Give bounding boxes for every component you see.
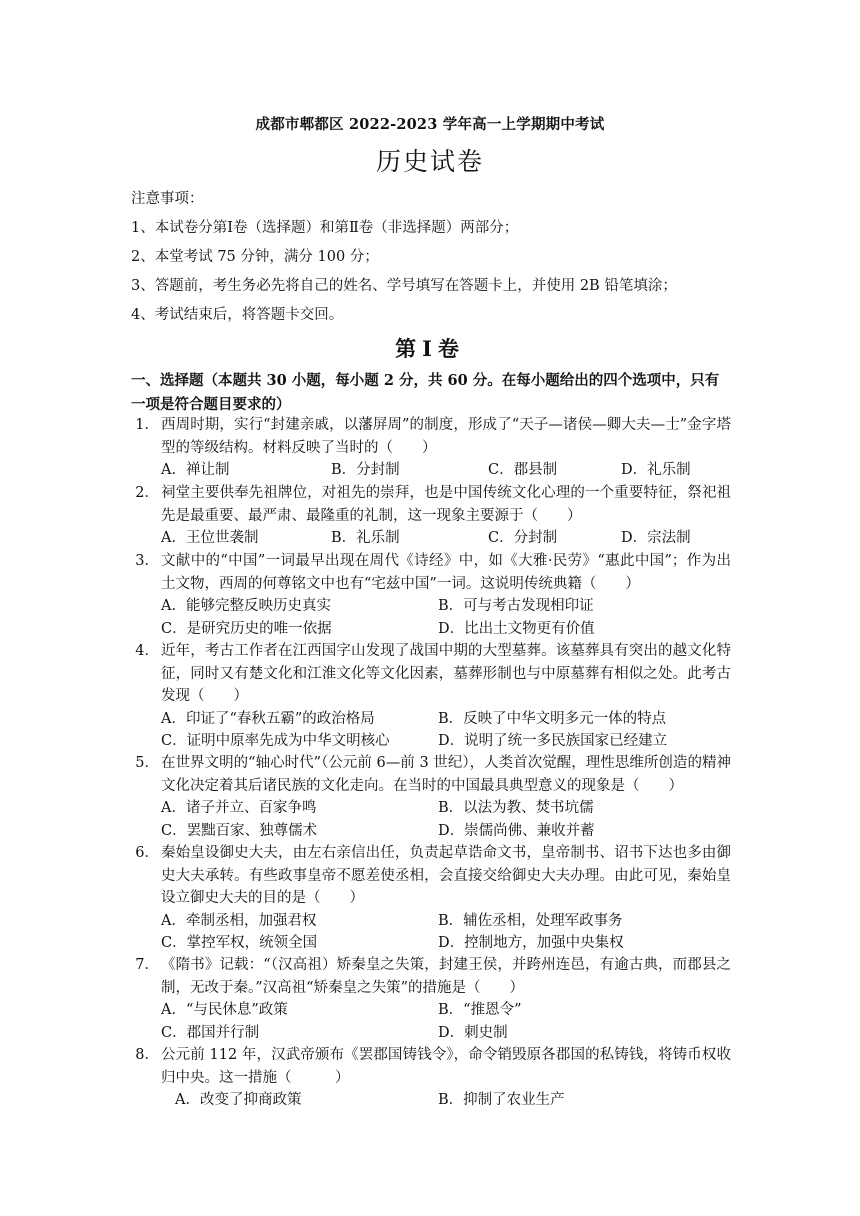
option-b: B．可与考古发现相印证 bbox=[438, 598, 594, 614]
option-row bbox=[161, 910, 731, 933]
question-5 bbox=[131, 752, 731, 842]
question-3 bbox=[131, 550, 731, 640]
option-c: C．分封制 bbox=[488, 530, 558, 546]
option-a: A．“与民休息”政策 bbox=[161, 1002, 288, 1018]
question-stem: 公元前 112 年，汉武帝颁布《罢郡国铸钱令》，命令销毁原各郡国的私铸钱，将铸币权收归中央。这一措施（ ） bbox=[161, 1047, 731, 1086]
option-a: A．印证了“春秋五霸”的政治格局 bbox=[161, 710, 375, 727]
question-8 bbox=[131, 1044, 731, 1112]
exam-notes bbox=[131, 187, 751, 332]
option-c: C．是研究历史的唯一依据 bbox=[161, 620, 332, 637]
option-c: C．证明中原率先成为中华文明核心 bbox=[161, 733, 390, 749]
question-number: 5． bbox=[135, 755, 159, 771]
note-item: 2、本堂考试 75 分钟，满分 100 分； bbox=[131, 249, 379, 265]
option-b: B．反映了中华文明多元一体的特点 bbox=[438, 710, 667, 727]
option-row bbox=[161, 820, 731, 843]
option-d: D．宗法制 bbox=[621, 530, 691, 546]
option-row bbox=[161, 1022, 731, 1045]
option-row bbox=[161, 730, 731, 753]
school-exam-header: 成都市郫都区 2022-2023 学年高一上学期期中考试 bbox=[255, 116, 605, 133]
question-number: 7． bbox=[135, 957, 159, 973]
option-c: C．郡县制 bbox=[488, 462, 558, 478]
option-row bbox=[161, 618, 731, 641]
question-stem: 秦始皇设御史大夫，由左右亲信出任，负责起草诰命文书，皇帝制书、诏书下达也多由御史大夫承转。有些政事皇帝不愿差使丞相，会直接交给御史大夫办理。由此可见，秦始皇设立御史大夫的目的是（ ） bbox=[161, 845, 731, 906]
question-stem: 近年，考古工作者在江西国字山发现了战国中期的大型墓葬。该墓葬具有突出的越文化特征，同时又有楚文化和江淮文化等文化因素，墓葬形制也与中原墓葬有相似之处。此考古发现（ ） bbox=[161, 643, 731, 704]
option-a: A．牵制丞相，加强君权 bbox=[161, 912, 317, 929]
option-row bbox=[161, 459, 731, 482]
question-stem: 在世界文明的“轴心时代”（公元前 6—前 3 世纪），人类首次觉醒，理性思维所创造的精神文化决定着其后诸民族的文化走向。在当时的中国最具典型意义的现象是（ ） bbox=[161, 755, 731, 794]
volume-title: 第Ⅰ卷 bbox=[395, 336, 465, 361]
question-6 bbox=[131, 842, 731, 955]
question-stem: 文献中的“中国”一词最早出现在周代《诗经》中，如《大雅·民劳》“惠此中国”；作为出土文物，西周的何尊铭文中也有“宅兹中国”一词。这说明传统典籍（ ） bbox=[161, 553, 731, 592]
option-row bbox=[161, 527, 731, 550]
question-stem: 《隋书》记载：“（汉高祖）矫秦皇之失策，封建王侯，并跨州连邑，有逾古典，而郡县之制，无改于秦。”汉高祖“矫秦皇之失策”的措施是（ ） bbox=[161, 957, 731, 996]
option-row bbox=[161, 708, 731, 731]
option-d: D．崇儒尚佛、兼收并蓄 bbox=[438, 822, 595, 839]
question-stem: 西周时期，实行“封建亲戚，以藩屏周”的制度，形成了“天子—诸侯—卿大夫—士”金字塔型的等级结构。材料反映了当时的（ ） bbox=[161, 417, 731, 456]
option-a: A．诸子并立、百家争鸣 bbox=[161, 800, 317, 816]
note-item: 4、考试结束后，将答题卡交回。 bbox=[131, 307, 344, 323]
option-a: A．改变了抑商政策 bbox=[175, 1092, 302, 1108]
option-d: D．礼乐制 bbox=[621, 462, 691, 478]
option-d: D．刺史制 bbox=[438, 1024, 508, 1041]
note-item: 1、本试卷分第Ⅰ卷（选择题）和第Ⅱ卷（非选择题）两部分； bbox=[131, 220, 519, 236]
option-row bbox=[161, 932, 731, 955]
option-row bbox=[161, 999, 731, 1022]
notes-heading: 注意事项： bbox=[131, 191, 204, 207]
option-row bbox=[175, 1089, 731, 1112]
option-d: D．说明了统一多民族国家已经建立 bbox=[438, 733, 668, 749]
question-number: 2． bbox=[135, 485, 159, 501]
question-stem: 祠堂主要供奉先祖牌位，对祖先的崇拜，也是中国传统文化心理的一个重要特征，祭祀祖先是最重要、最严肃、最隆重的礼制，这一现象主要源于（ ） bbox=[161, 485, 731, 524]
question-7 bbox=[131, 954, 731, 1044]
option-a: A．禅让制 bbox=[161, 462, 230, 478]
option-b: B．辅佐丞相，处理军政事务 bbox=[438, 912, 623, 929]
option-a: A．能够完整反映历史真实 bbox=[161, 598, 331, 614]
option-c: C．罢黜百家、独尊儒术 bbox=[161, 822, 318, 839]
page-title: 历史试卷 bbox=[375, 147, 484, 176]
option-c: C．郡国并行制 bbox=[161, 1024, 260, 1041]
option-b: B．抑制了农业生产 bbox=[438, 1092, 565, 1108]
question-number: 8． bbox=[135, 1047, 159, 1063]
option-d: D．控制地方，加强中央集权 bbox=[438, 935, 624, 951]
question-number: 4． bbox=[135, 643, 159, 659]
question-2 bbox=[131, 482, 731, 550]
question-1 bbox=[131, 414, 731, 482]
option-a: A．王位世袭制 bbox=[161, 530, 259, 546]
question-4 bbox=[131, 640, 731, 753]
option-b: B．分封制 bbox=[331, 462, 400, 478]
option-c: C．掌控军权，统领全国 bbox=[161, 935, 318, 951]
section-heading: 一、选择题（本题共 30 小题，每小题 2 分，共 60 分。在每小题给出的四个选项中，只有一项是符合题目要求的） bbox=[131, 372, 720, 413]
option-b: B．“推恩令” bbox=[438, 1002, 522, 1018]
note-item: 3、答题前，考生务必先将自己的姓名、学号填写在答题卡上，并使用 2B 铅笔填涂； bbox=[131, 278, 677, 294]
option-d: D．比出土文物更有价值 bbox=[438, 620, 595, 637]
option-row bbox=[161, 595, 731, 618]
option-row bbox=[161, 797, 731, 820]
question-number: 3． bbox=[135, 553, 159, 569]
question-number: 6． bbox=[135, 845, 159, 861]
question-number: 1． bbox=[135, 417, 159, 433]
option-b: B．以法为教、焚书坑儒 bbox=[438, 800, 594, 816]
option-b: B．礼乐制 bbox=[331, 530, 400, 546]
